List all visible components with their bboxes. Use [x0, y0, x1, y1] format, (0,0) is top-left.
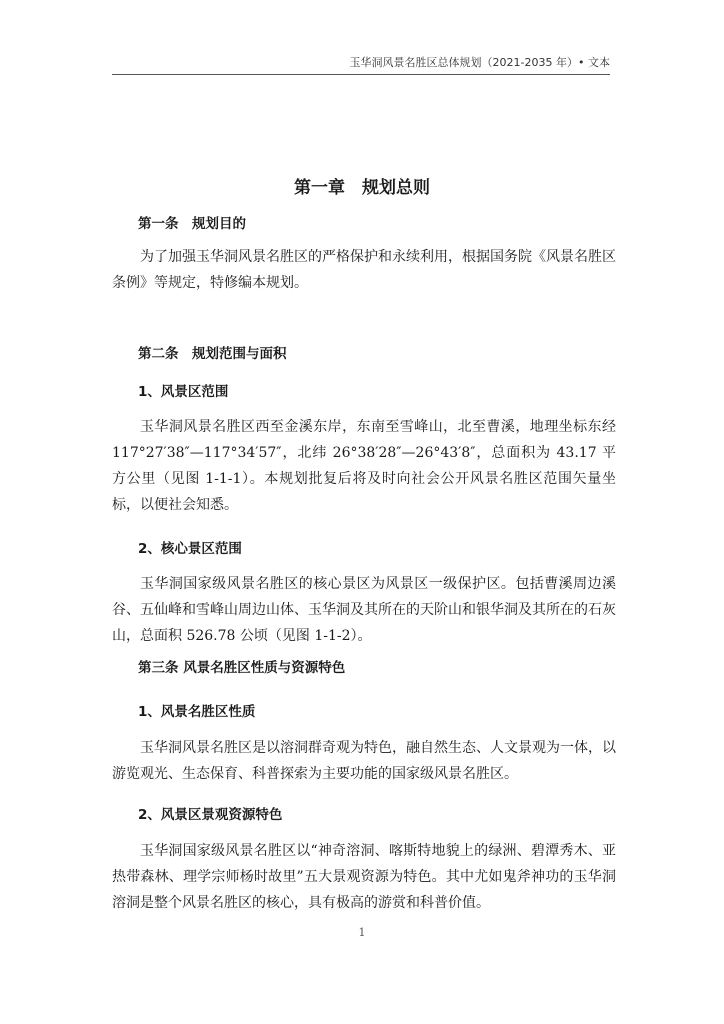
header-divider — [112, 74, 610, 75]
page-number: 1 — [358, 926, 366, 939]
article-1-title: 第一条 规划目的 — [138, 216, 246, 232]
section-3-2-title: 2、风景区景观资源特色 — [138, 807, 283, 823]
running-header: 玉华洞风景名胜区总体规划（2021-2035 年）• 文本 — [349, 56, 610, 69]
article-1-paragraph: 为了加强玉华洞风景名胜区的严格保护和永续利用，根据国务院《风景名胜区条例》等规定，特修编本规划。 — [112, 249, 616, 291]
section-3-1-paragraph: 玉华洞风景名胜区是以溶洞群奇观为特色，融自然生态、人文景观为一体，以游览观光、生态保育、科普探索为主要功能的国家级风景名胜区。 — [112, 740, 616, 782]
section-2-1-title: 1、风景区范围 — [138, 384, 229, 400]
section-2-1-paragraph: 玉华洞风景名胜区西至金溪东岸，东南至雪峰山，北至曹溪，地理坐标东经117°27′38″—117°34′57″，北纬 26°38′28″—26°43′8″，总面积为 43.17 平方公里（见图 1-1-1）。本规划批复后将及时向社会公开风景名胜区范围矢量坐标，以便社会知悉。 — [112, 419, 616, 513]
section-2-2-paragraph: 玉华洞国家级风景名胜区的核心景区为风景区一级保护区。包括曹溪周边溪谷、五仙峰和雪峰山周边山体、玉华洞及其所在的天阶山和银华洞及其所在的石灰山，总面积 526.78 公顷（见图 1-1-2）。 — [112, 576, 616, 644]
section-3-2-paragraph: 玉华洞国家级风景名胜区以“神奇溶洞、喀斯特地貌上的绿洲、碧潭秀木、亚热带森林、理学宗师杨时故里”五大景观资源为特色。其中尤如鬼斧神功的玉华洞溶洞是整个风景名胜区的核心，具有极高的游赏和科普价值。 — [112, 843, 616, 911]
chapter-title: 第一章 规划总则 — [294, 178, 430, 198]
section-3-1-title: 1、风景名胜区性质 — [138, 704, 256, 720]
article-3-title: 第三条 风景名胜区性质与资源特色 — [138, 660, 346, 676]
article-2-title: 第二条 规划范围与面积 — [138, 346, 287, 362]
section-2-2-title: 2、核心景区范围 — [138, 541, 242, 557]
